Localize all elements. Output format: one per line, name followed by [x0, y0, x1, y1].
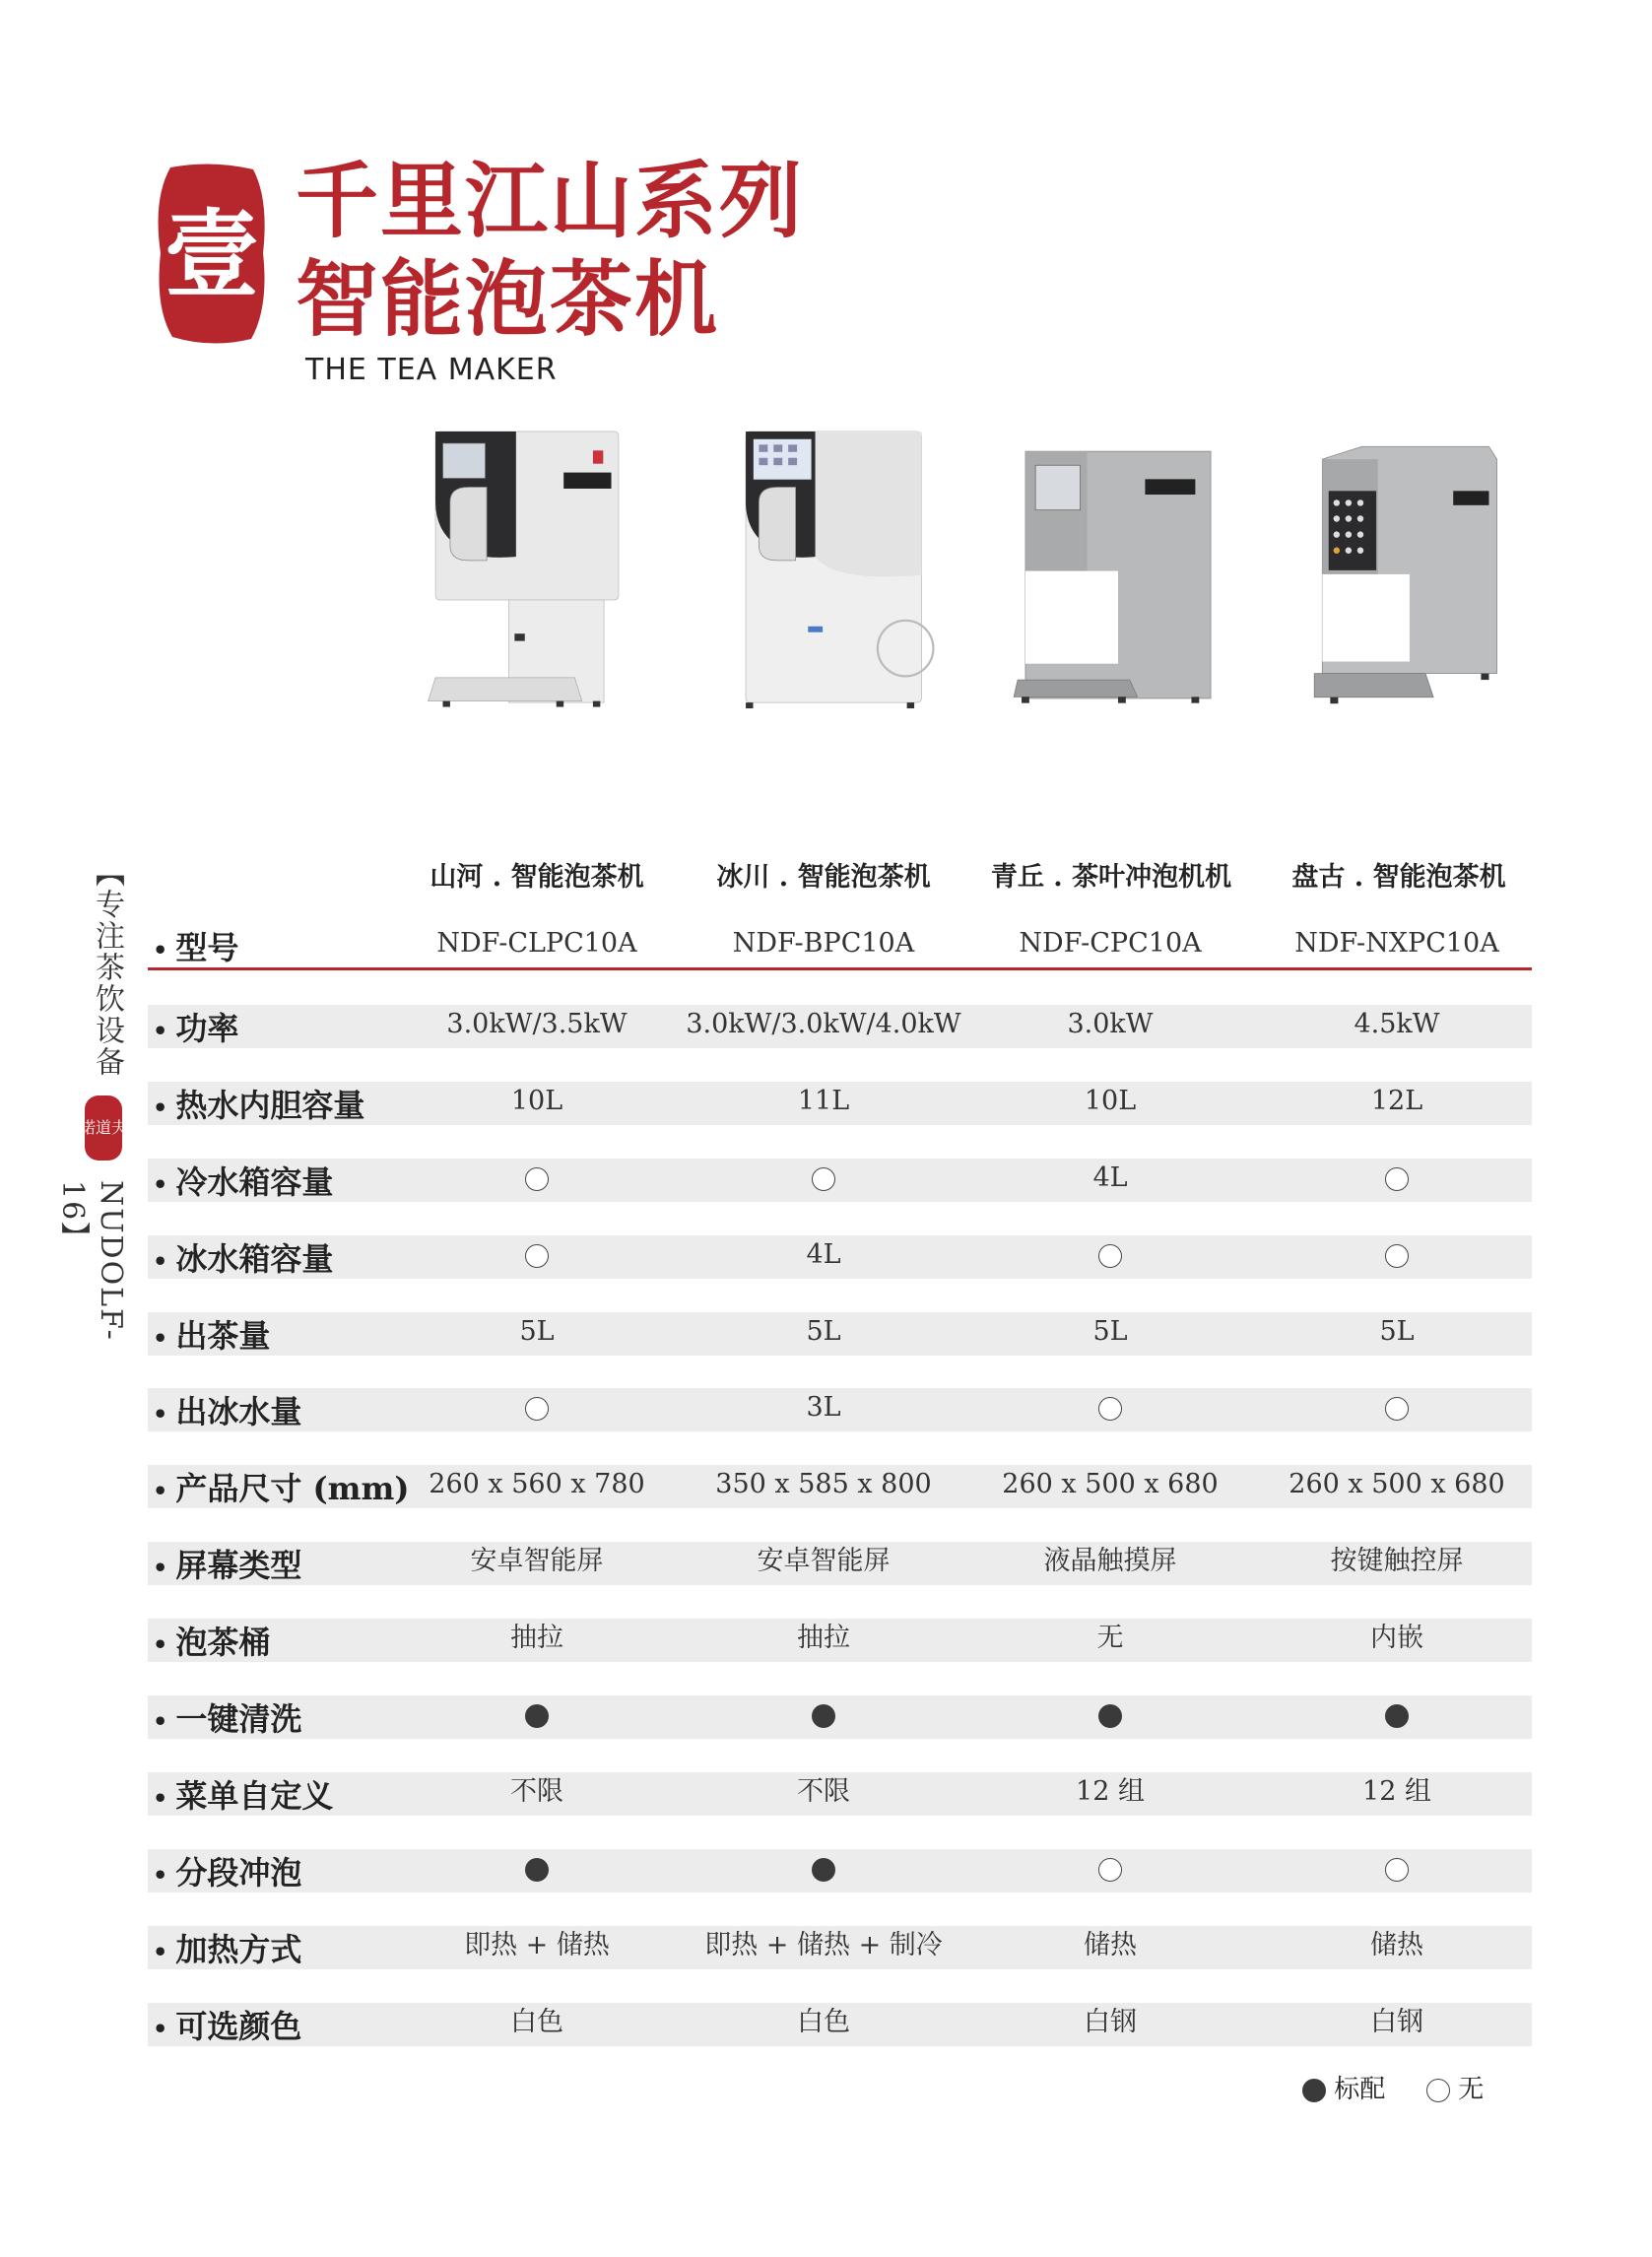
bullet-icon: • [153, 1860, 168, 1890]
table-cell: 10L [510, 1086, 563, 1116]
row-label [153, 1007, 238, 1053]
table-cell [394, 1847, 680, 1891]
row-label-text: 功率 [175, 1010, 239, 1047]
table-cell [1254, 1157, 1540, 1200]
row-label [153, 1084, 364, 1130]
row-label-text: 型号 [175, 929, 239, 966]
table-cell: 白色 [797, 2007, 850, 2037]
table-cell [394, 1233, 680, 1277]
legend-standard [1302, 2072, 1385, 2107]
table-cell: 11L [797, 1086, 850, 1116]
table-cell: NDF-CPC10A [1019, 928, 1202, 959]
table-cell: 白色 [510, 2007, 563, 2037]
row-label-text: 冰水箱容量 [175, 1240, 334, 1278]
row-label [153, 1928, 301, 1974]
table-cell: 12 组 [1076, 1776, 1145, 1807]
table-cell: 储热 [1084, 1930, 1137, 1960]
row-label-text: 出茶量 [175, 1317, 271, 1355]
page-subtitle: THE TEA MAKER [305, 353, 558, 387]
bullet-icon: • [153, 1706, 168, 1736]
product-image-shanhe [394, 429, 660, 714]
table-cell: NDF-BPC10A [732, 928, 915, 959]
table-cell [681, 1693, 966, 1737]
legend-filled-circle-icon [1302, 2079, 1326, 2102]
bullet-icon: • [153, 935, 168, 964]
table-cell [394, 1693, 680, 1737]
legend-empty-circle-icon [1426, 2079, 1450, 2102]
table-cell: 3.0kW [1067, 1009, 1154, 1039]
table-cell: NDF-NXPC10A [1294, 928, 1499, 959]
table-cell: 抽拉 [510, 1623, 563, 1653]
table-cell: 350 x 585 x 800 [715, 1469, 932, 1499]
filled-circle-icon [525, 1858, 549, 1882]
seal-char: 壹 [165, 199, 259, 310]
row-label [153, 926, 238, 972]
bullet-icon: • [153, 1937, 168, 1966]
row-label [153, 1697, 301, 1744]
table-cell: 储热 [1370, 1930, 1423, 1960]
table-cell: 260 x 500 x 680 [1289, 1469, 1505, 1499]
product-image-qingqiu [985, 448, 1251, 734]
filled-circle-icon [525, 1704, 549, 1728]
table-cell: 260 x 500 x 680 [1002, 1469, 1219, 1499]
row-label-text: 屏幕类型 [175, 1547, 302, 1584]
product-name-2: 冰川 . 智能泡茶机 [716, 862, 931, 893]
table-cell: 10L [1084, 1086, 1137, 1116]
row-label [153, 1161, 333, 1207]
filled-circle-icon [812, 1704, 835, 1728]
row-label [153, 1237, 333, 1284]
table-cell [394, 1386, 680, 1429]
table-cell [967, 1233, 1253, 1277]
row-label [153, 1774, 333, 1821]
bullet-icon: • [153, 1476, 168, 1505]
table-cell: 抽拉 [797, 1623, 850, 1653]
row-label-text: 产品尺寸 (mm) [175, 1470, 410, 1507]
legend-standard-label: 标配 [1334, 2075, 1386, 2104]
side-label-top: 【专注茶饮设备 [90, 857, 124, 1078]
table-cell [394, 1157, 680, 1200]
empty-circle-icon [525, 1397, 549, 1421]
row-label [153, 1390, 301, 1436]
legend-none-label: 无 [1458, 2075, 1485, 2104]
table-cell [1254, 1386, 1540, 1429]
page-title-line1: 千里江山系列 [296, 152, 805, 249]
table-cell: 内嵌 [1370, 1623, 1423, 1653]
empty-circle-icon [525, 1167, 549, 1191]
side-stamp-text: 诺道夫 [79, 1118, 128, 1137]
row-label [153, 2005, 301, 2051]
table-cell: 5L [1092, 1316, 1128, 1347]
table-cell [1254, 1693, 1540, 1737]
row-label-text: 一键清洗 [175, 1700, 302, 1738]
filled-circle-icon [812, 1858, 835, 1882]
table-cell: 无 [1096, 1623, 1124, 1653]
empty-circle-icon [525, 1244, 549, 1268]
row-label [153, 1467, 410, 1513]
row-label-text: 可选颜色 [175, 2008, 302, 2045]
filled-circle-icon [1385, 1704, 1409, 1728]
table-cell: NDF-CLPC10A [436, 928, 637, 959]
bullet-icon: • [153, 1169, 168, 1199]
row-label [153, 1314, 270, 1361]
table-cell: 4L [1092, 1162, 1128, 1193]
product-image-pangu [1289, 443, 1554, 729]
product-name-4: 盘古 . 智能泡茶机 [1291, 862, 1506, 893]
side-stamp [79, 1094, 128, 1162]
empty-circle-icon [1098, 1397, 1122, 1421]
bullet-icon: • [153, 1629, 168, 1659]
product-name-3: 青丘 . 茶叶冲泡机机 [990, 862, 1232, 893]
empty-circle-icon [1385, 1858, 1409, 1882]
seal-logo [153, 160, 271, 347]
row-label-text: 出冰水量 [175, 1393, 302, 1430]
empty-circle-icon [1098, 1858, 1122, 1882]
bullet-icon: • [153, 2014, 168, 2043]
table-cell: 白钢 [1084, 2007, 1137, 2037]
table-cell: 5L [1379, 1316, 1415, 1347]
bullet-icon: • [153, 1323, 168, 1353]
row-label-text: 菜单自定义 [175, 1777, 334, 1815]
side-label [55, 857, 128, 1389]
page-title-line2: 智能泡茶机 [296, 250, 720, 348]
bullet-icon: • [153, 1246, 168, 1276]
table-cell: 不限 [510, 1776, 563, 1807]
table-cell [967, 1693, 1253, 1737]
product-name-1: 山河 . 智能泡茶机 [430, 862, 644, 893]
empty-circle-icon [1385, 1397, 1409, 1421]
table-cell [1254, 1233, 1540, 1277]
empty-circle-icon [1098, 1244, 1122, 1268]
bullet-icon: • [153, 1553, 168, 1582]
row-label-text: 泡茶桶 [175, 1624, 271, 1661]
bullet-icon: • [153, 1399, 168, 1428]
table-cell: 不限 [797, 1776, 850, 1807]
table-cell: 260 x 560 x 780 [429, 1469, 645, 1499]
table-cell [967, 1386, 1253, 1429]
table-cell: 12L [1370, 1086, 1423, 1116]
table-cell [681, 1157, 966, 1200]
table-cell: 即热 + 储热 + 制冷 [704, 1930, 943, 1960]
table-cell [681, 1847, 966, 1891]
product-image-bingchuan [704, 429, 970, 714]
side-label-bottom: NUDOLF-16】 [55, 1180, 128, 1342]
header-divider [148, 967, 1532, 970]
table-cell: 3L [806, 1392, 841, 1423]
empty-circle-icon [1385, 1167, 1409, 1191]
table-cell: 按键触控屏 [1330, 1546, 1464, 1576]
table-cell: 即热 + 储热 [464, 1930, 610, 1960]
table-cell: 白钢 [1370, 2007, 1423, 2037]
table-cell [1254, 1847, 1540, 1891]
row-label-text: 冷水箱容量 [175, 1163, 334, 1201]
bullet-icon: • [153, 1016, 168, 1045]
table-cell: 4L [806, 1239, 841, 1270]
legend-none [1426, 2072, 1484, 2107]
row-label-text: 热水内胆容量 [175, 1087, 365, 1124]
bullet-icon: • [153, 1093, 168, 1122]
empty-circle-icon [1385, 1244, 1409, 1268]
table-cell: 5L [519, 1316, 555, 1347]
row-label [153, 1544, 301, 1590]
table-cell: 4.5kW [1354, 1009, 1440, 1039]
table-cell: 3.0kW/3.5kW [446, 1009, 628, 1039]
table-cell: 3.0kW/3.0kW/4.0kW [686, 1009, 961, 1039]
empty-circle-icon [812, 1167, 835, 1191]
filled-circle-icon [1098, 1704, 1122, 1728]
table-cell: 安卓智能屏 [757, 1546, 891, 1576]
row-label [153, 1621, 270, 1667]
table-cell: 12 组 [1362, 1776, 1431, 1807]
row-label-text: 分段冲泡 [175, 1854, 302, 1892]
row-label-text: 加热方式 [175, 1931, 302, 1968]
table-cell [967, 1847, 1253, 1891]
row-label [153, 1851, 301, 1897]
bullet-icon: • [153, 1783, 168, 1813]
table-cell: 5L [806, 1316, 841, 1347]
table-cell: 安卓智能屏 [470, 1546, 604, 1576]
table-cell: 液晶触摸屏 [1043, 1546, 1177, 1576]
